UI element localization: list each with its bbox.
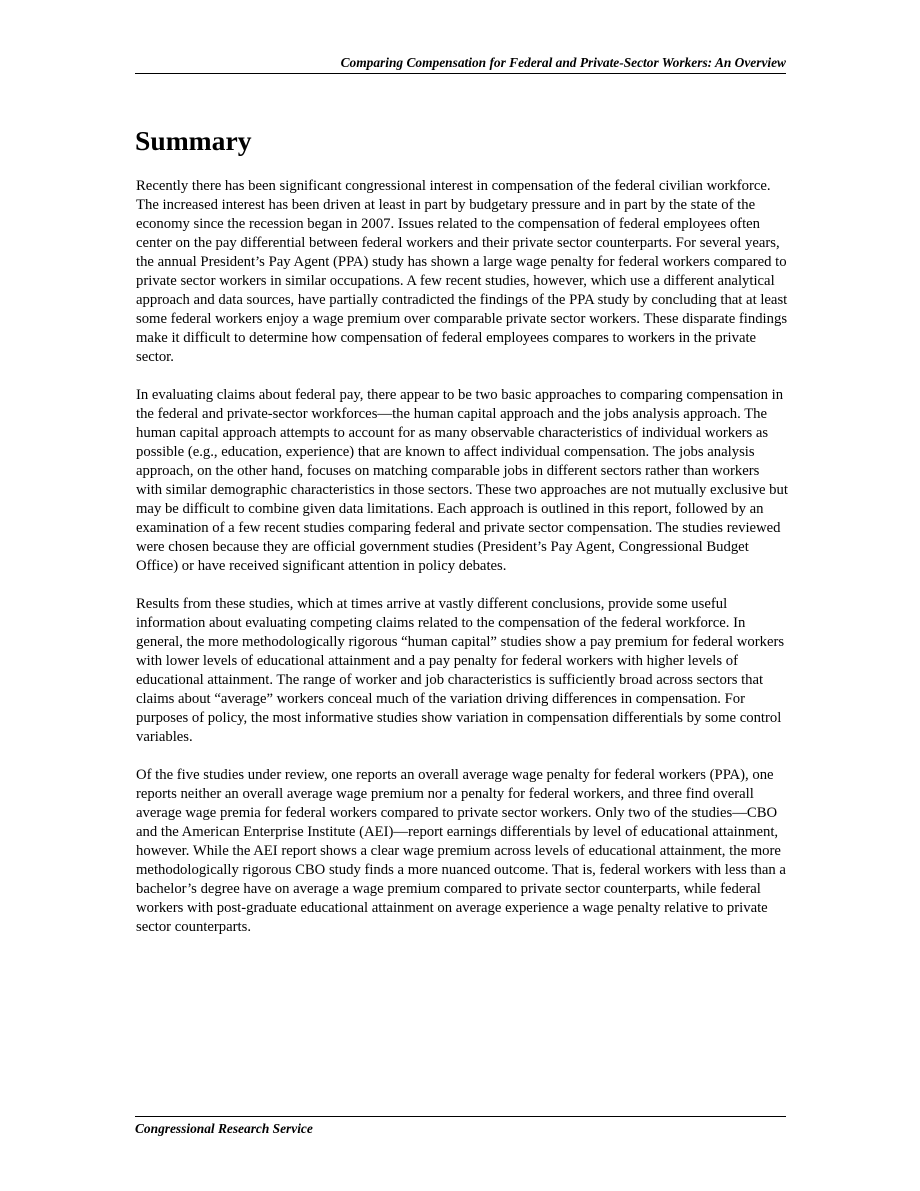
summary-paragraph: In evaluating claims about federal pay, there appear to be two basic approaches to comparing compensation in the federal and private-sector workforces—the human capital approach and the jobs analysis approach. The human capital approach attempts to account for as many observable characteristics of individual workers as possible (e.g., education, experience) that are known to affect individual compensation. The jobs analysis approach, on the other hand, focuses on matching comparable jobs in different sectors rather than workers with similar demographic characteristics in those sectors. These two approaches are not mutually exclusive but may be difficult to combine given data limitations. Each approach is outlined in this report, followed by an examination of a few recent studies comparing federal and private sector compensation. The studies reviewed were chosen because they are official government studies (President’s Pay Agent, Congressional Budget Office) or have received significant attention in policy debates. [136, 387, 788, 574]
summary-body [136, 177, 788, 956]
summary-paragraph: Results from these studies, which at times arrive at vastly different conclusions, provide some useful information about evaluating competing claims related to the compensation of the federal workforce. In general, the more methodologically rigorous “human capital” studies show a pay premium for federal workers with lower levels of educational attainment and a pay penalty for federal workers with higher levels of educational attainment. The range of worker and job characteristics is sufficiently broad across sectors that claims about “average” workers conceal much of the variation driving differences in compensation. For purposes of policy, the most informative studies show variation in compensation differentials by some control variables. [136, 596, 785, 745]
summary-paragraph: Of the five studies under review, one reports an overall average wage penalty for federal workers (PPA), one reports neither an overall average wage premium nor a penalty for federal workers, and three find overall average wage premia for federal workers compared to private sector workers. Only two of the studies—CBO and the American Enterprise Institute (AEI)—report earnings differentials by level of educational attainment, however. While the AEI report shows a clear wage premium across levels of educational attainment, the more methodologically rigorous CBO study finds a more nuanced outcome. That is, federal workers with less than a bachelor’s degree have on average a wage premium compared to private sector counterparts, while federal workers with post-graduate educational attainment on average experience a wage penalty relative to private sector counterparts. [136, 767, 786, 935]
running-header: Comparing Compensation for Federal and Private-Sector Workers: An Overview [340, 55, 786, 70]
page-title: Summary [135, 125, 252, 156]
running-footer: Congressional Research Service [135, 1121, 313, 1136]
summary-paragraph: Recently there has been significant congressional interest in compensation of the federal civilian workforce. The increased interest has been driven at least in part by budgetary pressure and in part by the state of the economy since the recession began in 2007. Issues related to the compensation of federal employees often center on the pay differential between federal workers and their private sector counterparts. For several years, the annual President’s Pay Agent (PPA) study has shown a large wage penalty for federal workers compared to private sector workers in similar occupations. A few recent studies, however, which use a different analytical approach and data sources, have partially contradicted the findings of the PPA study by concluding that at least some federal workers enjoy a wage premium over comparable private sector workers. These disparate findings make it difficult to determine how compensation of federal employees compares to workers in the private sector. [136, 178, 788, 365]
footer-rule [135, 1116, 786, 1117]
header-rule [135, 73, 786, 74]
